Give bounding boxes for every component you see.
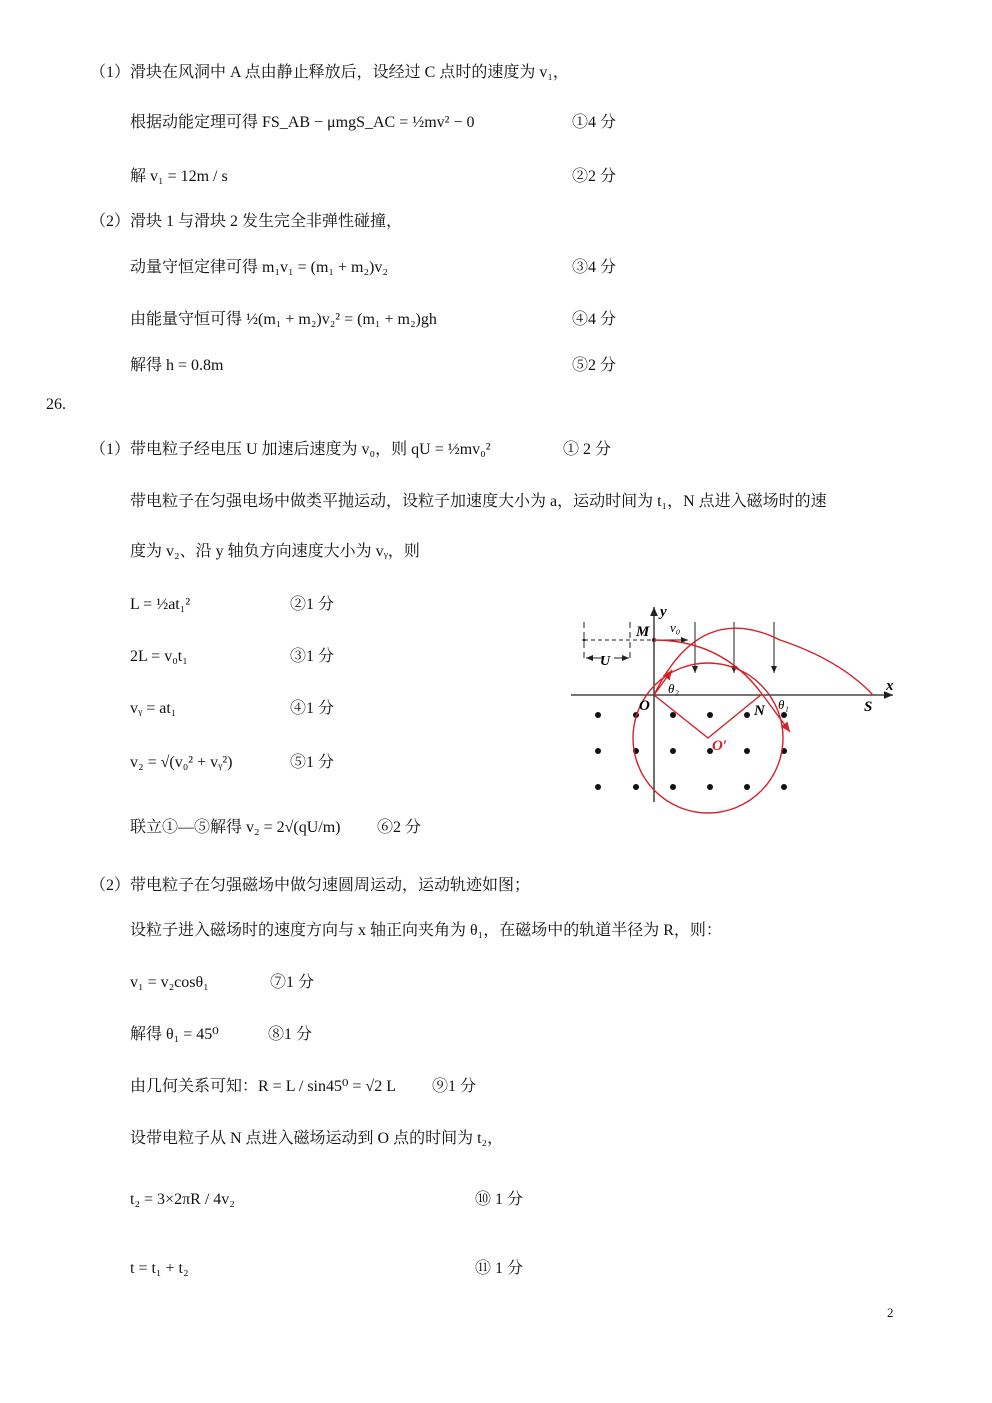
- solution-line: （1）滑块在风洞中 A 点由静止释放后，设经过 C 点时的速度为 v₁，: [90, 64, 569, 81]
- solution-line: 解得 θ₁ = 45⁰: [130, 1026, 219, 1043]
- score-label: ④4 分: [572, 311, 617, 328]
- label-O-prime: O′: [712, 738, 728, 754]
- solution-line: （1）带电粒子经电压 U 加速后速度为 v₀，则 qU = ½mv₀²: [90, 441, 491, 458]
- solution-line: 度为 v₂、沿 y 轴负方向速度大小为 vᵧ，则: [130, 543, 420, 560]
- label-S: S: [864, 699, 873, 715]
- field-dot: [707, 784, 713, 790]
- score-label: ⑨1 分: [432, 1078, 477, 1095]
- solution-line: vᵧ = at₁: [130, 700, 177, 717]
- field-dot: [670, 748, 676, 754]
- field-dot: [781, 712, 787, 718]
- field-dot: [707, 712, 713, 718]
- solution-line: 设带电粒子从 N 点进入磁场运动到 O 点的时间为 t₂，: [130, 1130, 504, 1147]
- field-dot: [781, 784, 787, 790]
- score-label: ⑩ 1 分: [475, 1191, 524, 1208]
- solution-line: v₂ = √(v₀² + vᵧ²): [130, 754, 233, 771]
- label-theta2: θ₂: [668, 681, 679, 696]
- solution-line: 由能量守恒可得 ½(m₁ + m₂)v₂² = (m₁ + m₂)gh: [130, 311, 437, 328]
- score-label: ③4 分: [572, 259, 617, 276]
- solution-line: 26.: [46, 396, 66, 413]
- label-theta1: θ₁: [778, 697, 789, 712]
- field-dot: [595, 784, 601, 790]
- solution-line: 带电粒子在匀强电场中做类平抛运动，设粒子加速度大小为 a，运动时间为 t₁，N 点进入磁场时的速: [130, 493, 827, 510]
- score-label: ①4 分: [572, 114, 617, 131]
- score-label: ⑤1 分: [290, 754, 335, 771]
- score-label: ⑥2 分: [377, 819, 422, 836]
- score-label: ⑦1 分: [270, 974, 315, 991]
- solution-line: v₁ = v₂cosθ₁: [130, 974, 209, 991]
- solution-line: 动量守恒定律可得 m₁v₁ = (m₁ + m₂)v₂: [130, 259, 388, 276]
- label-y: y: [660, 604, 667, 620]
- score-label: ③1 分: [290, 648, 335, 665]
- field-dot: [595, 748, 601, 754]
- label-U: U: [600, 654, 611, 669]
- solution-line: L = ½at₁²: [130, 596, 191, 613]
- solution-line: t₂ = 3×2πR / 4v₂: [130, 1191, 235, 1208]
- score-label: ⑪ 1 分: [475, 1260, 524, 1277]
- score-label: ②2 分: [572, 168, 617, 185]
- score-label: ④1 分: [290, 700, 335, 717]
- score-label: ②1 分: [290, 596, 335, 613]
- score-label: ⑤2 分: [572, 357, 617, 374]
- solution-line: t = t₁ + t₂: [130, 1260, 189, 1277]
- trajectory: [633, 628, 873, 813]
- label-x: x: [886, 678, 894, 694]
- field-dot: [670, 784, 676, 790]
- field-dot: [744, 748, 750, 754]
- solution-line: 根据动能定理可得 FS_AB − μmgS_AC = ½mv² − 0: [130, 114, 475, 131]
- label-N: N: [754, 703, 765, 719]
- solution-line: 解得 h = 0.8m: [130, 357, 224, 374]
- solution-line: （2）带电粒子在匀强磁场中做匀速圆周运动，运动轨迹如图；: [90, 877, 531, 894]
- label-v0: v₀: [670, 620, 681, 635]
- field-dot: [670, 712, 676, 718]
- field-dot: [744, 712, 750, 718]
- page-number: 2: [887, 1305, 894, 1320]
- field-dot: [633, 784, 639, 790]
- solution-line: 联立①—⑤解得 v₂ = 2√(qU/m): [130, 819, 341, 836]
- solution-line: 2L = v₀t₁: [130, 648, 188, 665]
- score-label: ⑧1 分: [268, 1026, 313, 1043]
- score-label: ① 2 分: [563, 441, 612, 458]
- solution-line: 解 v₁ = 12m / s: [130, 168, 228, 185]
- solution-line: 设粒子进入磁场时的速度方向与 x 轴正向夹角为 θ₁，在磁场中的轨道半径为 R，则：: [130, 922, 722, 939]
- field-dot: [595, 712, 601, 718]
- solution-line: （2）滑块 1 与滑块 2 发生完全非弹性碰撞，: [90, 213, 403, 230]
- field-dot: [744, 784, 750, 790]
- label-M: M: [636, 624, 650, 640]
- solution-line: 由几何关系可知：R = L / sin45⁰ = √2 L: [130, 1078, 396, 1095]
- label-O: O: [639, 698, 650, 714]
